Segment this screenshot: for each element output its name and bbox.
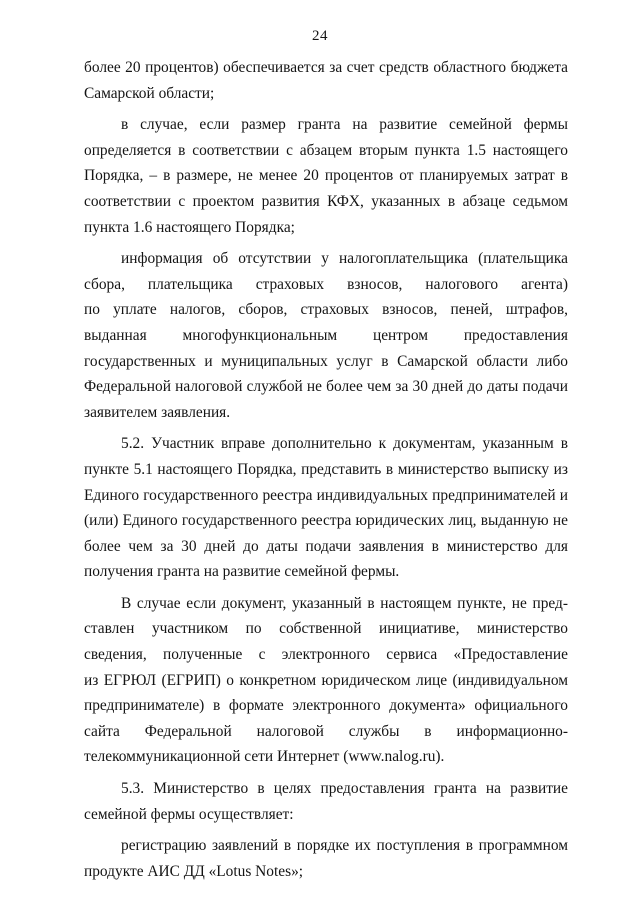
paragraph	[84, 591, 568, 770]
paragraph	[84, 55, 568, 106]
text-line: В случае если документ, указанный в настоящем пункте, не пред-	[121, 594, 568, 612]
paragraph	[84, 246, 568, 425]
text-line: регистрацию заявлений в порядке их поступления в программном	[121, 837, 568, 855]
text-line: 5.3. Министерство в целях предоставления гранта на развитие	[121, 780, 568, 798]
document-body	[84, 55, 568, 884]
text-line: Самарской области;	[84, 84, 215, 102]
text-line: предпринимателе) в формате электронного документа» официального	[84, 697, 568, 715]
text-line: телекоммуникационной сети Интернет (www.nalog.ru).	[84, 748, 445, 766]
text-line: семейной фермы осуществляет:	[84, 805, 294, 823]
text-line: ставлен участником по собственной инициативе, министерство	[84, 620, 568, 638]
text-line: Единого государственного реестра индивидуальных предпринимателей и	[84, 486, 568, 504]
text-line: государственных и муниципальных услуг в Самарской области либо	[84, 352, 568, 370]
text-line: сбора, плательщика страховых взносов, налогового агента)	[84, 275, 568, 293]
page-number: 24	[312, 28, 328, 44]
paragraph	[84, 112, 568, 240]
text-line: из ЕГРЮЛ (ЕГРИП) о конкретном юридическом лице (индивидуальном	[84, 671, 568, 689]
text-line: определяется в соответствии с абзацем вторым пункта 1.5 настоящего	[84, 141, 568, 159]
paragraph	[84, 833, 568, 884]
text-line: информация об отсутствии у налогоплательщика (плательщика	[121, 250, 568, 268]
text-line: соответствии с проектом развития КФХ, указанных в абзаце седьмом	[84, 192, 568, 210]
text-line: Федеральной налоговой службой не более чем за 30 дней до даты подачи	[84, 378, 568, 396]
text-line: сайта Федеральной налоговой службы в информационно-	[84, 722, 568, 740]
paragraph	[84, 431, 568, 585]
text-line: получения гранта на развитие семейной фермы.	[84, 563, 400, 581]
text-line: Порядка, – в размере, не менее 20 процентов от планируемых затрат в	[84, 167, 568, 185]
text-line: продукте АИС ДД «Lotus Notes»;	[84, 862, 304, 880]
text-line: пункта 1.6 настоящего Порядка;	[84, 218, 295, 236]
text-line: сведения, полученные с электронного сервиса «Предоставление	[84, 646, 568, 664]
text-line: выданная многофункциональным центром предоставления	[84, 326, 568, 344]
paragraph	[84, 776, 568, 827]
text-line: более чем за 30 дней до даты подачи заявления в министерство для	[84, 537, 568, 555]
text-line: более 20 процентов) обеспечивается за счет средств областного бюджета	[84, 59, 568, 76]
text-line: в случае, если размер гранта на развитие семейной фермы	[121, 116, 568, 134]
text-line: по уплате налогов, сборов, страховых взносов, пеней, штрафов,	[84, 301, 568, 319]
text-line: заявителем заявления.	[84, 403, 231, 421]
text-line: 5.2. Участник вправе дополнительно к документам, указанным в	[121, 435, 568, 453]
text-line: пункте 5.1 настоящего Порядка, представить в министерство выписку из	[84, 460, 568, 478]
text-line: (или) Единого государственного реестра юридических лиц, выданную не	[84, 512, 568, 530]
